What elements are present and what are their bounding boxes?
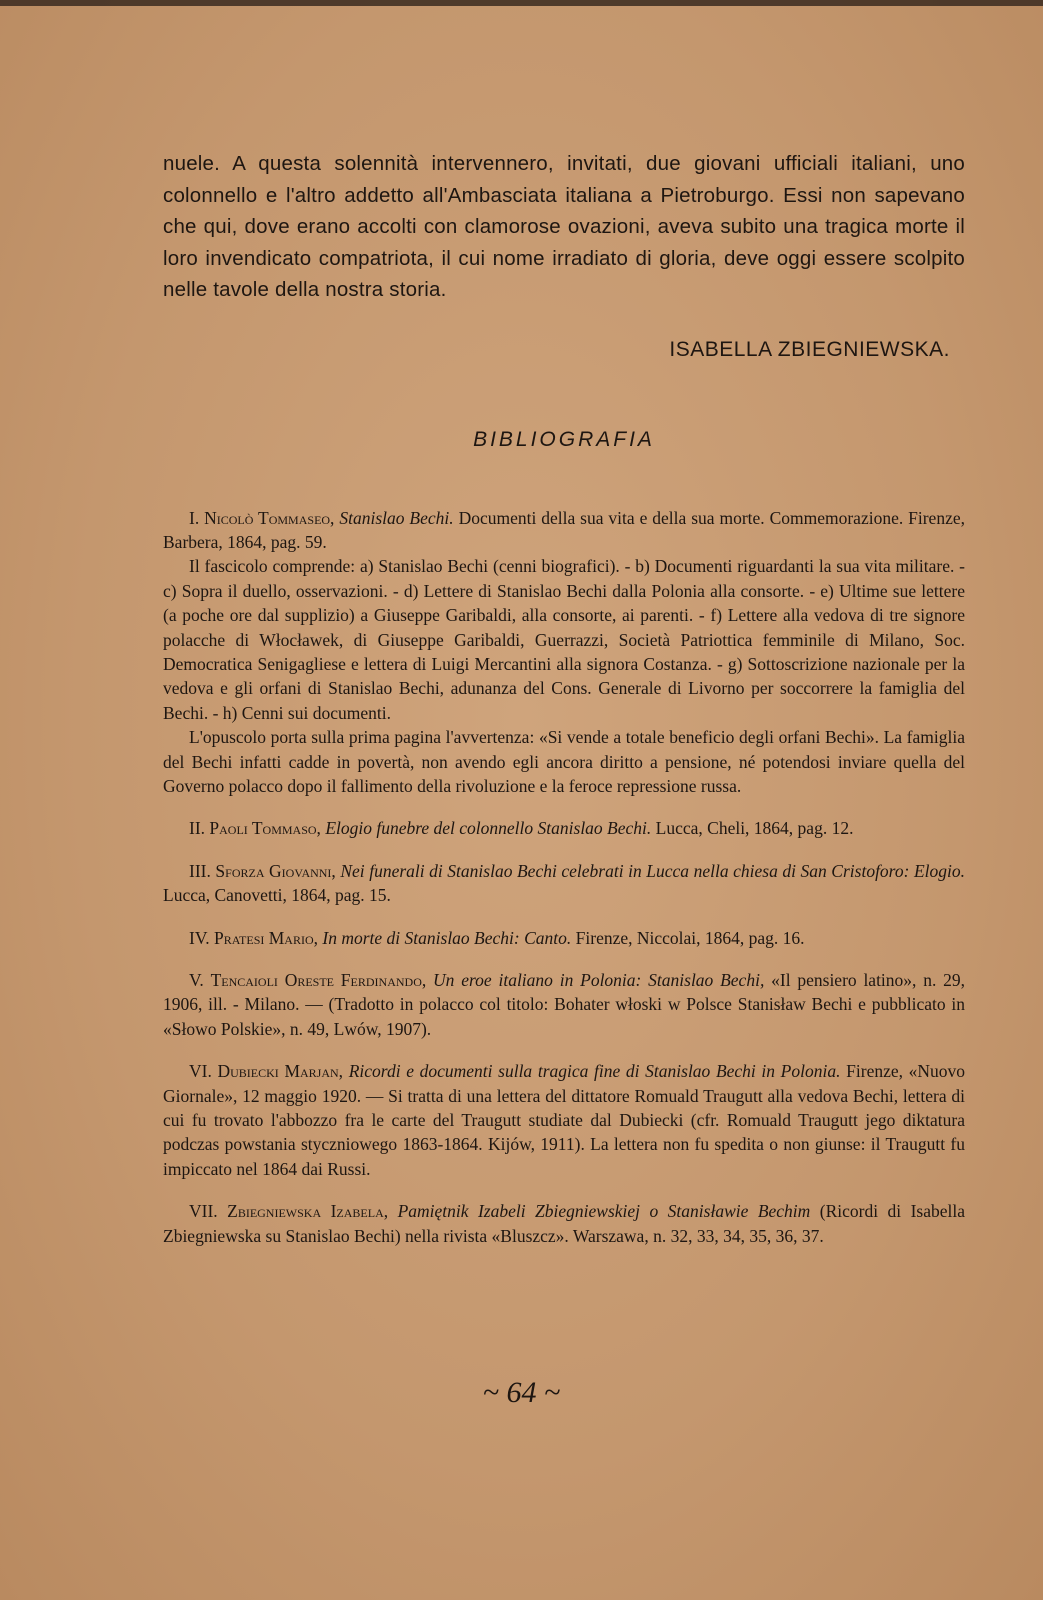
entry-title: In morte di Stanislao Bechi: Canto. <box>322 927 572 948</box>
entry-details: Documenti della sua vita e della sua morte. Commemorazione. Firenze, Barbera, 1864, pag. 59. <box>163 507 965 552</box>
entry-title: Elogio funebre del colonnello Stanislao Bechi. <box>325 818 652 839</box>
entry-number: I. <box>189 507 200 528</box>
entry-author: Tencaioli Oreste Ferdinando, <box>210 970 427 990</box>
bib-entry-7 <box>163 1199 965 1248</box>
bib-entry-1 <box>163 506 965 799</box>
entry-title: Ricordi e documenti sulla tragica fine di Stanislao Bechi in Polonia. <box>348 1061 841 1082</box>
entry-number: II. <box>189 818 206 839</box>
bibliography-list <box>163 506 965 1249</box>
entry-title: Nei funerali di Stanislao Bechi celebrati in Lucca nella chiesa di San Cristoforo: Elogio. <box>340 860 965 881</box>
entry-details: «Il pensiero latino», n. 29, 1906, ill. - Milano. — (Tradotto in polacco col titolo: Bohater włoski w Polsce Stanisław Bechi e pubblicato in «Słowo Polskie», n. 49, Lwów, 1907). <box>163 970 966 1039</box>
entry-author: Paoli Tommaso, <box>209 818 321 839</box>
entry-number: III. <box>189 860 211 881</box>
entry-number: V. <box>189 970 204 990</box>
entry-title: Pamiętnik Izabeli Zbiegniewskiej o Stanisławie Bechim <box>397 1201 811 1222</box>
author-signature: ISABELLA ZBIEGNIEWSKA. <box>669 337 950 361</box>
page-content <box>163 148 965 1248</box>
entry-details: Firenze, «Nuovo Giornale», 12 maggio 1920. — Si tratta di una lettera del dittatore Romuald Traugutt alla vedova Bechi, lettera di cui fu trovato l'abbozzo fra le carte del Traugutt studiate dal Dubiecki (cfr. Romuald Traugutt jego diktatura podczas powstania styczniowego 1863-1864. Kijów, 1911). La lettera non fu spedita o non giunse: il Traugutt fu impiccato nel 1864 dai Russi. <box>163 1061 966 1179</box>
entry-details: Lucca, Canovetti, 1864, pag. 15. <box>163 885 391 906</box>
entry-details: (Ricordi di Isabella Zbiegniewska su Stanislao Bechi) nella rivista «Bluszcz». Warszawa, n. 32, 33, 34, 35, 36, 37. <box>163 1201 966 1246</box>
bib-entry-5 <box>163 968 965 1041</box>
entry-title: Stanislao Bechi. <box>339 507 454 528</box>
entry-details: Firenze, Niccolai, 1864, pag. 16. <box>575 927 805 948</box>
bib-entry-6 <box>163 1059 965 1181</box>
page-number: ~ 64 ~ <box>482 1376 561 1409</box>
entry-author: Nicolò Tommaseo, <box>204 507 335 528</box>
entry-number: VII. <box>189 1201 218 1222</box>
bib-entry-2 <box>163 816 965 840</box>
entry-author: Zbiegniewska Izabela, <box>227 1201 389 1222</box>
entry-note: L'opuscolo porta sulla prima pagina l'avvertenza: «Si vende a totale beneficio degli orfani Bechi». La famiglia del Bechi infatti cadde in povertà, non avendo egli ancora diritto a pensione, né potendosi inviare quella del Governo polacco dopo il fallimento della rivoluzione e la feroce repressione russa. <box>163 727 965 796</box>
entry-details: Lucca, Cheli, 1864, pag. 12. <box>655 818 854 839</box>
bibliography-heading: BIBLIOGRAFIA <box>473 427 655 451</box>
entry-author: Dubiecki Marjan, <box>217 1061 344 1082</box>
entry-author: Sforza Giovanni, <box>215 860 336 881</box>
bib-entry-3 <box>163 859 965 908</box>
page-top-edge <box>0 0 1043 6</box>
entry-note: Il fascicolo comprende: a) Stanislao Bechi (cenni biografici). - b) Documenti riguardanti la sua vita militare. - c) Sopra il duello, osservazioni. - d) Lettere di Stanislao Bechi dalla Polonia alla consorte. - e) Ultime sue lettere (a poche ore dal supplizio) a Giuseppe Garibaldi, alla consorte, ai parenti. - f) Lettere alla vedova di tre signore polacche di Włocławek, di Giuseppe Garibaldi, Guerrazzi, Società Patriottica femminile di Milano, Soc. Democratica Senigagliese e lettera di Luigi Mercantini alla signora Costanza. - g) Sottoscrizione nazionale per la vedova e gli orfani di Stanislao Bechi, adunanza del Cons. Generale di Livorno per soccorrere la famiglia del Bechi. - h) Cenni sui documenti. <box>163 556 965 723</box>
entry-author: Pratesi Mario, <box>213 927 319 948</box>
entry-title: Un eroe italiano in Polonia: Stanislao Bechi, <box>433 970 765 990</box>
intro-paragraph: nuele. A questa solennità intervennero, invitati, due giovani ufficiali italiani, uno colonnello e l'altro addetto all'Ambasciata italiana a Pietroburgo. Essi non sapevano che qui, dove erano accolti con clamorose ovazioni, aveva subito una tragica morte il loro invendicato compatriota, il cui nome irradiato di gloria, deve oggi essere scolpito nelle tavole della nostra storia. <box>163 152 965 301</box>
bib-entry-4 <box>163 926 965 950</box>
entry-number: VI. <box>189 1061 212 1082</box>
entry-number: IV. <box>189 927 210 948</box>
